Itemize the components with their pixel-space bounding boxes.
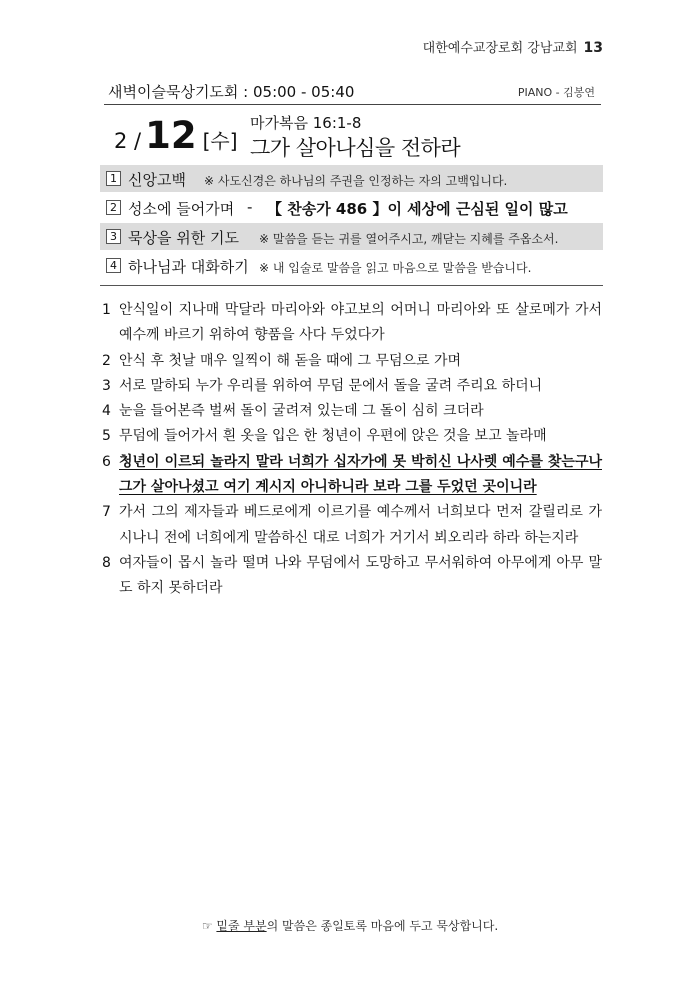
footer-underlined-text: 밑줄 부분 — [216, 919, 267, 933]
verse-text: 무덤에 들어가서 흰 옷을 입은 한 청년이 우편에 앉은 것을 보고 놀라매 — [119, 428, 547, 445]
order-title: 성소에 들어가며 — [128, 200, 235, 218]
order-dash: - — [247, 198, 253, 216]
verse-text: 안식일이 지나매 막달라 마리아와 야고보의 어머니 마리아와 또 살로메가 가서 예수께 바르기 위하여 향품을 사다 두었다가 — [119, 302, 602, 344]
order-note: ※ 사도신경은 하나님의 주권을 인정하는 자의 고백입니다. — [204, 174, 508, 188]
order-item-confession — [100, 165, 603, 192]
pointing-hand-icon: ☞ — [201, 919, 213, 933]
scripture-reference: 마가복음 16:1-8 — [250, 114, 362, 132]
order-title: 하나님과 대화하기 — [128, 258, 249, 276]
verse-text: 서로 말하되 누가 우리를 위하여 무덤 문에서 돌을 굴려 주리요 하더니 — [119, 377, 543, 394]
order-item-prayer — [100, 223, 603, 250]
order-number: 4 — [106, 258, 121, 273]
verse-number: 4 — [102, 403, 111, 420]
date-month: 2 / — [114, 129, 142, 153]
scripture-text — [102, 298, 602, 602]
church-name: 대한예수교장로회 강남교회 — [422, 41, 578, 56]
verse — [102, 349, 602, 374]
hymn: 【 찬송가 486 】이 세상에 근심된 일이 많고 — [267, 200, 568, 218]
order-note: ※ 말씀을 듣는 귀를 열어주시고, 깨닫는 지혜를 주옵소서. — [259, 232, 559, 246]
page-header — [423, 37, 603, 56]
verse-text: 안식 후 첫날 매우 일찍이 해 돋을 때에 그 무덤으로 가며 — [119, 352, 462, 369]
verse-text-underlined: 청년이 이르되 놀라지 말라 너희가 십자가에 못 박히신 나사렛 예수를 찾는구나 그가 살아나셨고 여기 계시지 아니하니라 보라 그를 두었던 곳이니라 — [119, 453, 602, 496]
verse-highlighted — [102, 450, 602, 501]
piano-credit: PIANO - 김봉연 — [517, 86, 595, 99]
footer-text: 의 말씀은 종일토록 마음에 두고 묵상합니다. — [266, 919, 499, 933]
service-name: 새벽이슬묵상기도회 : 05:00 - 05:40 — [108, 83, 355, 101]
verse-text: 여자들이 몹시 놀라 떨며 나와 무덤에서 도망하고 무서워하여 아무에게 아무 말도 하지 못하더라 — [119, 554, 602, 597]
order-item-entering — [100, 194, 603, 221]
verse-text: 가서 그의 제자들과 베드로에게 이르기를 예수께서 너희보다 먼저 갈릴리로 가시나니 전에 너희에게 말씀하신 대로 너희가 거기서 뵈오리라 하라 하는지라 — [119, 504, 602, 546]
sermon-title: 그가 살아나심을 전하라 — [250, 136, 461, 160]
order-title: 신앙고백 — [128, 171, 186, 189]
verse-number: 1 — [102, 302, 111, 318]
date-day: 12 — [145, 114, 197, 157]
verse — [102, 374, 602, 399]
verse — [102, 399, 602, 424]
footer-note — [0, 917, 700, 934]
verse-number: 7 — [102, 504, 111, 521]
verse-number: 3 — [102, 377, 111, 394]
order-number: 3 — [106, 229, 121, 244]
order-of-worship — [100, 165, 603, 281]
order-number: 2 — [106, 200, 121, 215]
verse — [102, 551, 602, 602]
page-number: 13 — [583, 40, 603, 56]
divider — [100, 285, 603, 286]
order-number: 1 — [106, 171, 121, 186]
verse-number: 6 — [102, 453, 111, 470]
date-weekday: [수] — [202, 129, 238, 153]
verse-number: 2 — [102, 352, 111, 369]
order-title: 묵상을 위한 기도 — [128, 229, 239, 247]
date — [114, 114, 238, 157]
order-note: ※ 내 입술로 말씀을 읽고 마음으로 말씀을 받습니다. — [259, 261, 532, 275]
verse — [102, 298, 602, 349]
verse-number: 5 — [102, 428, 111, 445]
verse-text: 눈을 들어본즉 벌써 돌이 굴려져 있는데 그 돌이 심히 크더라 — [119, 403, 484, 420]
service-info — [104, 80, 601, 105]
verse — [102, 424, 602, 449]
verse — [102, 500, 602, 551]
verse-number: 8 — [102, 554, 111, 571]
order-item-conversation — [100, 252, 603, 279]
